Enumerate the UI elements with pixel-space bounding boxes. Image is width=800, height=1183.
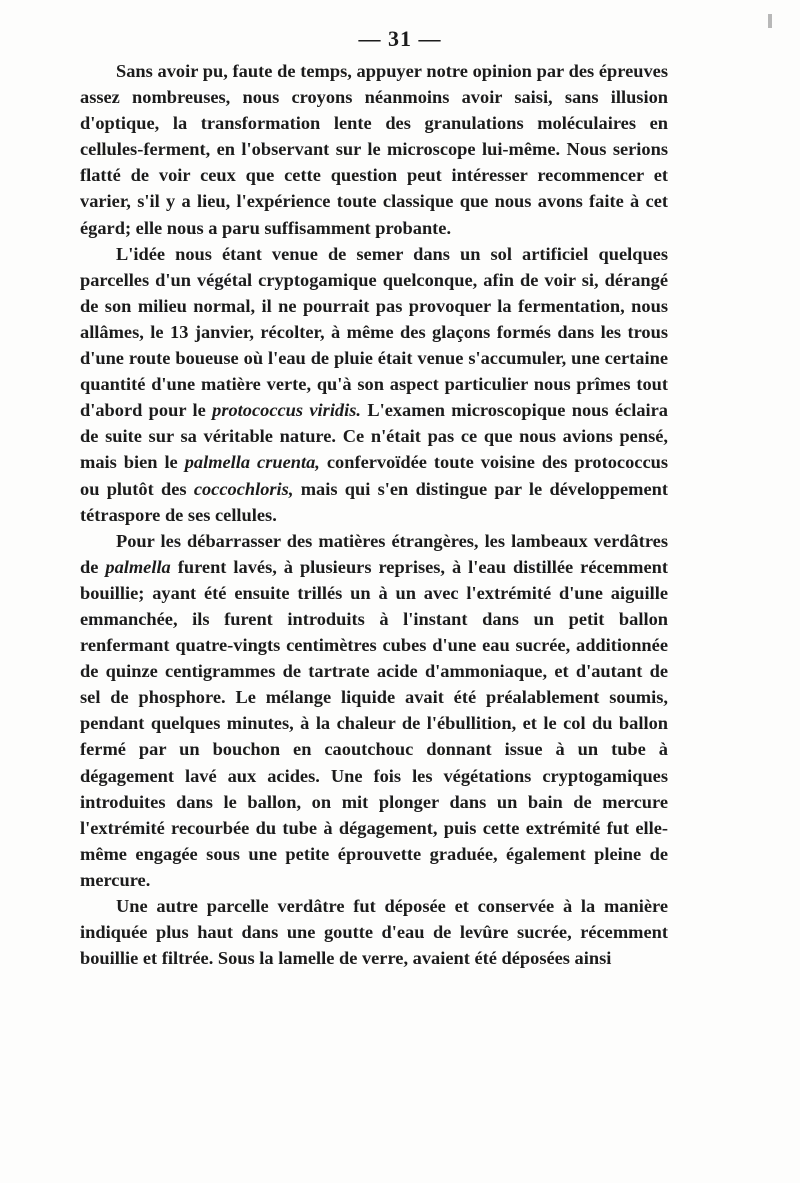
species-name-palmella: palmella [105,556,171,577]
paragraph-3-text-b: furent lavés, à plusieurs reprises, à l'eau distillée récemment bouillie; ayant été ensuite trillés un à un avec l'extrémité d'une aiguille emmanchée, ils furent introduits à l'instant dans un petit ballon renfermant quatre-vingts centimètres cubes d'une eau sucrée, additionnée de quinze centigrammes de tartrate acide d'ammoniaque, et d'autant de sel de phosphore. Le mélange liquide avait été préalablement soumis, pendant quelques minutes, à la chaleur de l'ébullition, et le col du ballon fermé par un bouchon en caoutchouc donnant issue à un tube à dégagement lavé aux acides. Une fois les végétations cryptogamiques introduites dans le ballon, on mit plonger dans un bain de mercure l'extrémité recourbée du tube à dégagement, puis cette extrémité fut elle-même engagée sous une petite éprouvette graduée, également pleine de mercure. [80,556,668,890]
species-name-protococcus: protococcus viridis. [212,400,361,421]
paragraph-3-text-a: Pour les débarrasser des matières étrangères, les lambeaux verdâtres de [80,530,668,577]
paragraph-3 [80,528,668,893]
paragraph-4-text: Une autre parcelle verdâtre fut déposée et conservée à la manière indiquée plus haut dans une goutte d'eau de levûre sucrée, récemment bouillie et filtrée. Sous la lamelle de verre, avaient été déposées ainsi [80,896,668,969]
body-text [80,58,668,971]
paragraph-2-text-c: confervoïdée toute voisine des protococcus ou plutôt des [80,452,668,499]
species-name-coccochloris: coccochloris, [193,478,294,499]
species-name-palmella-cruenta: palmella cruenta, [184,452,320,473]
page-number: — 31 — [358,26,442,51]
paragraph-2-text-b: L'examen microscopique nous éclaira de suite sur sa véritable nature. Ce n'était pas ce que nous avions pensé, mais bien le [80,400,668,473]
paragraph-2-text-a: L'idée nous étant venue de semer dans un sol artificiel quelques parcelles d'un végétal cryptogamique quelconque, afin de voir si, dérangé de son milieu normal, il ne pourrait pas provoquer la fermentation, nous allâmes, le 13 janvier, récolter, à même des glaçons formés dans les trous d'une route boueuse où l'eau de pluie était venue s'accumuler, une certaine quantité d'une matière verte, qu'à son aspect particulier nous prîmes tout d'abord pour le [80,243,668,421]
paragraph-1 [80,58,668,241]
paragraph-2 [80,241,668,528]
paragraph-2-text-d: mais qui s'en distingue par le développement tétraspore de ses cellules. [80,478,668,525]
paragraph-4 [80,893,668,971]
paragraph-1-text: Sans avoir pu, faute de temps, appuyer notre opinion par des épreuves assez nombreuses, nous croyons néanmoins avoir saisi, sans illusion d'optique, la transformation lente des granulations moléculaires en cellules-ferment, en l'observant sur le microscope lui-même. Nous serions flatté de voir ceux que cette question peut intéresser recommencer et varier, s'il y a lieu, l'expérience toute classique que nous avons faite à cet égard; elle nous a paru suffisamment probante. [80,61,668,238]
